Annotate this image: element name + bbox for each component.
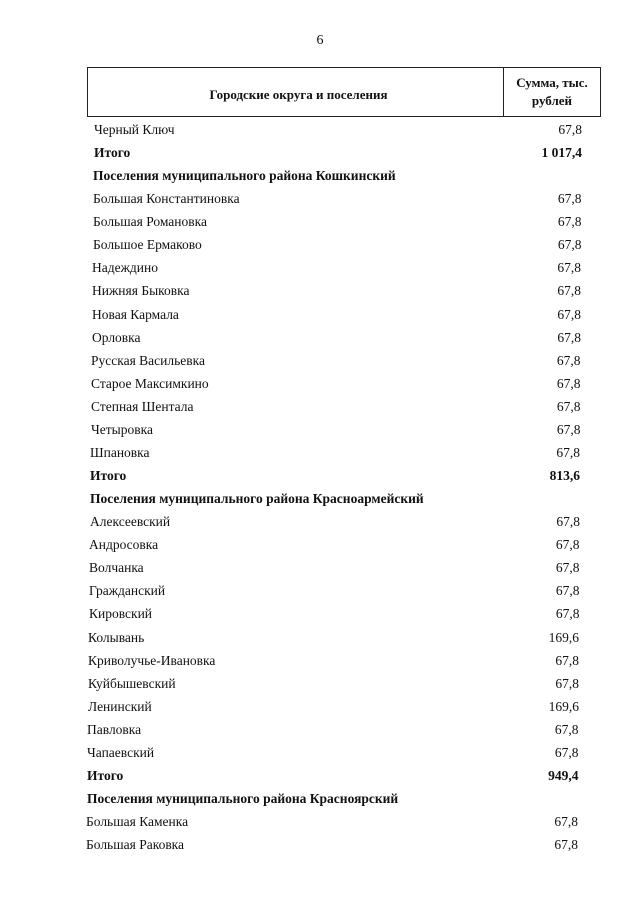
settlement-name: Шпановка: [90, 444, 150, 460]
settlement-name: Криволучье-Ивановка: [88, 652, 216, 668]
column-header-sum-line1: Сумма, тыс.: [516, 75, 588, 90]
settlement-name: Павловка: [87, 721, 142, 737]
amount-value: 67,8: [555, 537, 580, 553]
settlement-name: Чапаевский: [87, 744, 155, 760]
amount-value: 67,8: [556, 514, 580, 530]
amount-value: 67,8: [557, 214, 582, 230]
table-row: [0, 556, 640, 579]
settlement-name: Алексеевский: [90, 514, 171, 530]
table-row: [0, 649, 640, 672]
total-row: [0, 464, 640, 487]
table-row: [0, 395, 640, 418]
settlement-name: Итого: [94, 145, 131, 161]
settlement-name: Итого: [87, 767, 124, 783]
table-row: [0, 210, 640, 233]
amount-value: 67,8: [556, 421, 581, 437]
amount-value: 67,8: [554, 721, 579, 737]
table-row: [0, 695, 640, 718]
amount-value: 169,6: [548, 629, 579, 645]
total-value: 1 017,4: [541, 145, 582, 161]
table-row: [0, 372, 640, 395]
settlement-name: Андросовка: [89, 537, 159, 553]
amount-value: 67,8: [558, 122, 582, 137]
settlement-name: Старое Максимкино: [91, 375, 209, 391]
settlement-name: Орловка: [92, 329, 141, 345]
settlement-name: Ленинский: [88, 698, 152, 714]
section-heading: [0, 787, 640, 810]
settlement-name: Большая Каменка: [86, 814, 189, 830]
section-title: Поселения муниципального района Красноярский: [87, 791, 399, 807]
total-row: [0, 764, 640, 787]
total-row: [0, 141, 640, 164]
section-title: Поселения муниципального района Кошкинский: [93, 168, 396, 184]
amount-value: 67,8: [557, 260, 581, 276]
table-row: [0, 602, 640, 625]
settlement-name: Гражданский: [89, 583, 166, 599]
settlement-name: Колывань: [88, 629, 145, 645]
amount-value: 67,8: [555, 675, 579, 691]
settlement-name: Волчанка: [89, 560, 144, 576]
table-row: [0, 418, 640, 441]
section-heading: [0, 487, 640, 510]
settlement-name: Большая Константиновка: [93, 191, 240, 207]
total-value: 813,6: [549, 468, 580, 484]
table-row: [0, 810, 640, 833]
table-row: [0, 118, 640, 141]
table-row: [0, 256, 640, 279]
settlement-name: Большая Раковка: [86, 837, 185, 853]
settlement-name: Черный Ключ: [94, 122, 175, 137]
table-header: [87, 67, 601, 117]
table-row: [0, 533, 640, 556]
amount-value: 67,8: [556, 375, 581, 391]
amount-value: 67,8: [557, 191, 582, 207]
settlement-name: Итого: [90, 468, 127, 484]
amount-value: 67,8: [554, 814, 578, 830]
amount-value: 67,8: [557, 283, 581, 299]
settlement-name: Степная Шентала: [91, 398, 194, 414]
column-header-name: Городские округа и поселения: [209, 87, 388, 102]
settlement-name: Русская Васильевка: [91, 352, 205, 368]
settlement-name: Большая Романовка: [93, 214, 207, 230]
table-row: [0, 833, 640, 856]
table-row: [0, 510, 640, 533]
table-row: [0, 579, 640, 602]
settlement-name: Новая Кармала: [92, 306, 179, 322]
settlement-name: Надеждино: [92, 260, 158, 276]
amount-value: 67,8: [557, 237, 582, 253]
table-row: [0, 672, 640, 695]
amount-value: 67,8: [557, 306, 581, 322]
amount-value: 67,8: [556, 352, 581, 368]
table-row: [0, 626, 640, 649]
amount-value: 67,8: [555, 652, 579, 668]
settlement-name: Куйбышевский: [88, 675, 176, 691]
column-header-sum: [503, 68, 600, 116]
settlement-name: Кировский: [89, 606, 153, 622]
section-title: Поселения муниципального района Красноармейский: [90, 491, 424, 507]
settlement-name: Нижняя Быковка: [92, 283, 190, 299]
settlement-name: Четыровка: [91, 421, 153, 437]
table-row: [0, 303, 640, 326]
section-heading: [0, 164, 640, 187]
amount-value: 67,8: [556, 398, 581, 414]
table-row: [0, 349, 640, 372]
table-row: [0, 187, 640, 210]
amount-value: 67,8: [555, 583, 580, 599]
table-row: [0, 441, 640, 464]
amount-value: 67,8: [556, 444, 580, 460]
amount-value: 67,8: [554, 744, 579, 760]
total-value: 949,4: [548, 767, 579, 783]
table-row: [0, 741, 640, 764]
table-row: [0, 279, 640, 302]
amount-value: 67,8: [555, 560, 580, 576]
column-header-sum-line2: рублей: [531, 93, 573, 108]
amount-value: 67,8: [557, 329, 581, 345]
amount-value: 67,8: [554, 837, 578, 853]
table-row: [0, 233, 640, 256]
amount-value: 67,8: [555, 606, 580, 622]
table-row: [0, 326, 640, 349]
page-number: 6: [316, 33, 324, 48]
amount-value: 169,6: [548, 698, 579, 714]
table-row: [0, 718, 640, 741]
settlement-name: Большое Ермаково: [93, 237, 202, 253]
